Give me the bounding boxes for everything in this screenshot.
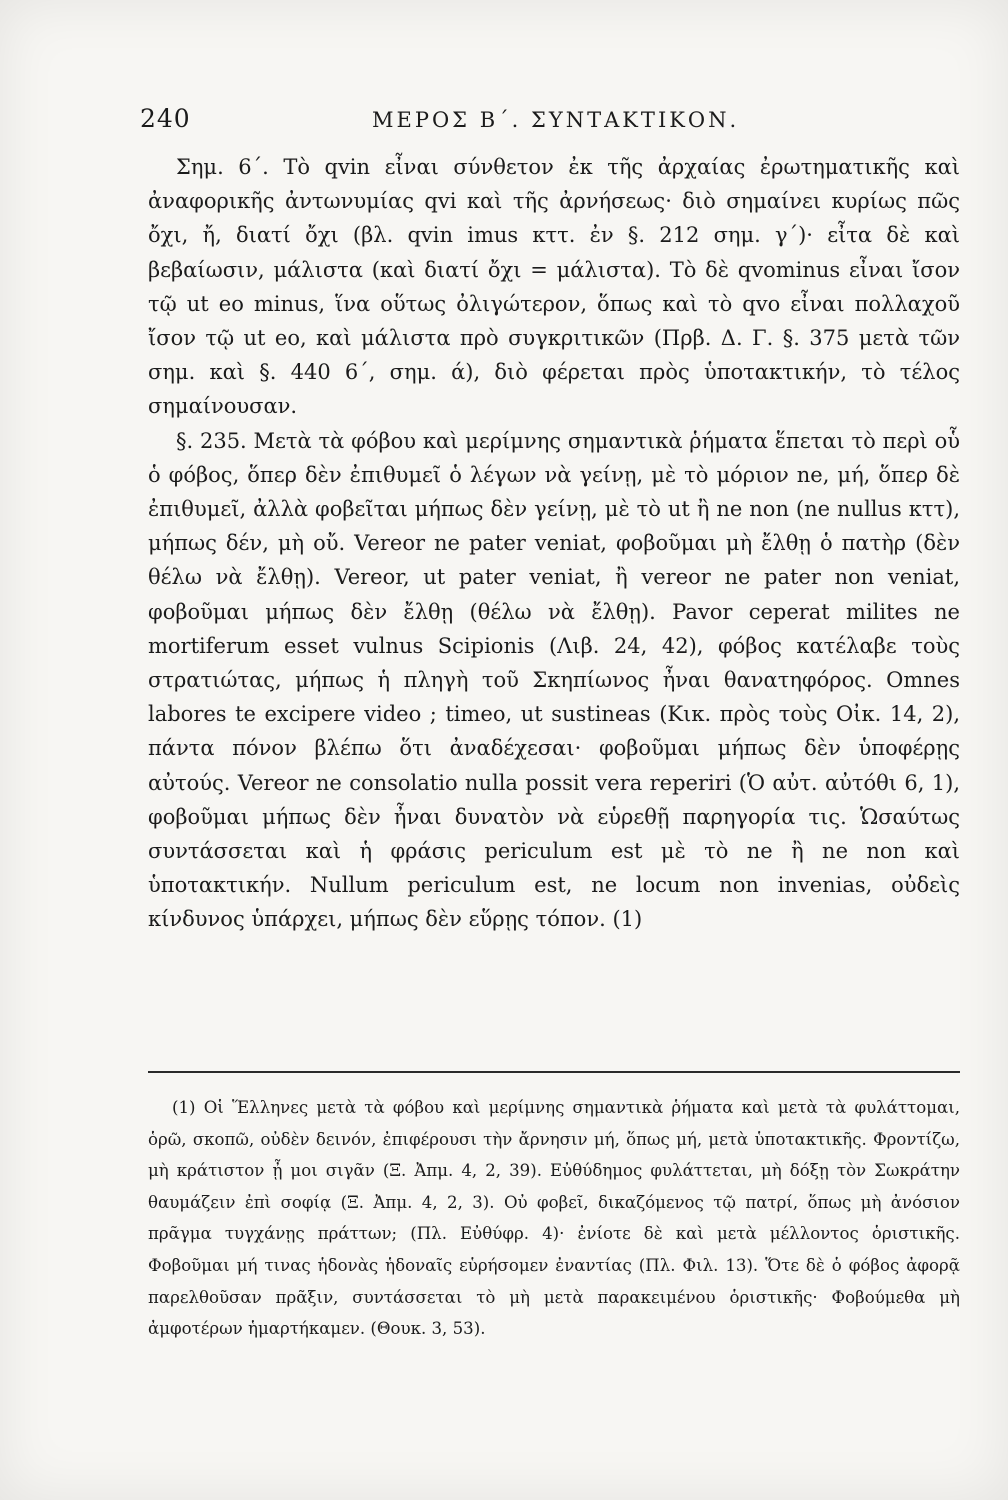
footnote-text: (1) Οἱ Ἕλληνες μετὰ τὰ φόβου καὶ μερίμνης σημαντικὰ ῥήματα καὶ μετὰ τὰ φυλάττομαι, ὁρῶ, σκοπῶ, οὐδὲν δεινόν, ἐπιφέρουσι τὴν ἄρνησιν μή, ὅπως μή, μετὰ ὑποτακτικῆς. Φροντίζω, μὴ κράτιστον ᾖ μοι σιγᾶν (Ξ. Ἀπμ. 4, 2, 39). Εὐθύδημος φυλάττεται, μὴ δόξῃ τὸν Σωκράτην θαυμάζειν ἐπὶ σοφίᾳ (Ξ. Ἀπμ. 4, 2, 3). Οὐ φοβεῖ, δικαζόμενος τῷ πατρί, ὅπως μὴ ἀνόσιον πρᾶγμα τυγχάνῃς πράττων; (Πλ. Εὐθύφρ. 4)· ἐνίοτε δὲ καὶ μετὰ μέλλοντος ὁριστικῆς. Φοβοῦμαι μή τινας ἡδονὰς ἡδοναῖς εὑρήσομεν ἐναντίας (Πλ. Φιλ. 13). Ὅτε δὲ ὁ φόβος ἀφορᾷ παρελθοῦσαν πρᾶξιν, συντάσσεται τὸ μὴ μετὰ παρακειμένου ὁριστικῆς· Φοβούμεθα μὴ ἀμφοτέρων ἡμαρτήκαμεν. (Θουκ. 3, 53). bbox=[148, 1098, 960, 1339]
section-235-paragraph: §. 235. Μετὰ τὰ φόβου καὶ μερίμνης σημαντικὰ ῥήματα ἕπεται τὸ περὶ οὗ ὁ φόβος, ὅπερ δὲν ἐπιθυμεῖ ὁ λέγων νὰ γείνῃ, μὲ τὸ μόριον ne, μή, ὅπερ δὲ ἐπιθυμεῖ, ἀλλὰ φοβεῖται μήπως δὲν γείνῃ, μὲ τὸ ut ἢ ne non (ne nullus κττ), μήπως δέν, μὴ οὔ. Vereor ne pater veniat, φοβοῦμαι μὴ ἔλθῃ ὁ πατὴρ (δὲν θέλω νὰ ἔλθῃ). Vereor, ut pater veniat, ἢ vereor ne pater non veniat, φοβοῦμαι μήπως δὲν ἔλθῃ (θέλω νὰ ἔλθῃ). Pavor ceperat milites ne mortiferum esset vulnus Scipionis (Λιβ. 24, 42), φόβος κατέλαβε τοὺς στρατιώτας, μήπως ἡ πληγὴ τοῦ Σκηπίωνος ἦναι θανατηφόρος. Omnes labores te excipere video ; timeo, ut sustineas (Κικ. πρὸς τοὺς Οἰκ. 14, 2), πάντα πόνον βλέπω ὅτι ἀναδέχεσαι· φοβοῦμαι μήπως δὲν ὑποφέρῃς αὐτούς. Vereor ne consolatio nulla possit vera reperiri (Ὁ αὐτ. αὐτόθι 6, 1), φοβοῦμαι μήπως δὲν ἦναι δυνατὸν νὰ εὑρεθῇ παρηγορία τις. Ὡσαύτως συντάσσεται καὶ ἡ φράσις periculum est μὲ τὸ ne ἢ ne non καὶ ὑποτακτικήν. Nullum periculum est, ne locum non invenias, οὐδεὶς κίνδυνος ὑπάρχει, μήπως δὲν εὕρῃς τόπον. (1) bbox=[148, 428, 960, 932]
note-paragraph: Σημ. 6΄. Τὸ qvin εἶναι σύνθετον ἐκ τῆς ἀρχαίας ἐρωτηματικῆς καὶ ἀναφορικῆς ἀντωνυμίας qvi καὶ τῆς ἀρνήσεως· διὸ σημαίνει κυρίως πῶς ὄχι, ἤ, διατί ὄχι (βλ. qvin imus κττ. ἐν §. 212 σημ. γ΄)· εἶτα δὲ καὶ βεβαίωσιν, μάλιστα (καὶ διατί ὄχι = μάλιστα). Τὸ δὲ qvominus εἶναι ἴσον τῷ ut eo minus, ἵνα οὕτως ὀλιγώτερον, ὅπως καὶ τὸ qvo εἶναι πολλαχοῦ ἴσον τῷ ut eo, καὶ μάλιστα πρὸ συγκριτικῶν (Πρβ. Δ. Γ. §. 375 μετὰ τῶν σημ. καὶ §. 440 6΄, σημ. ά), διὸ φέρεται πρὸς ὑποτακτικήν, τὸ τέλος σημαίνουσαν. bbox=[148, 155, 960, 419]
main-text bbox=[148, 150, 960, 937]
header-title: ΜΕΡΟΣ Β΄. ΣΥΝΤΑΚΤΙΚΟΝ. bbox=[372, 108, 740, 132]
footnote bbox=[148, 1092, 960, 1345]
page-number: 240 bbox=[140, 104, 191, 133]
running-head bbox=[140, 98, 960, 138]
footnote-divider bbox=[148, 1071, 960, 1073]
